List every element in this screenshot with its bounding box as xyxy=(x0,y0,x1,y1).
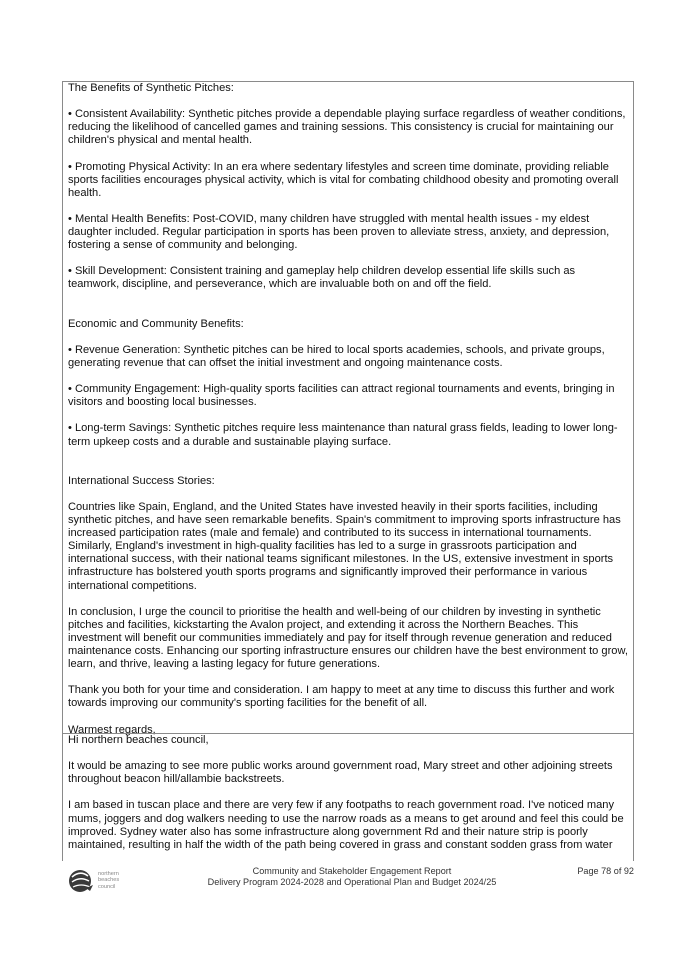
submission-cell-synthetic-pitches xyxy=(62,81,634,734)
benefit-item: • Promoting Physical Activity: In an era where sedentary lifestyles and screen time dominate, providing reliable sports facilities encourages physical activity, which is vital for combating childhood obesity and promoting overall health. xyxy=(68,160,619,199)
economic-item: • Community Engagement: High-quality sports facilities can attract regional tournaments and events, bringing in visitors and boosting local businesses. xyxy=(68,383,615,409)
heading-benefits: The Benefits of Synthetic Pitches: xyxy=(68,82,234,94)
submission-cell-public-works xyxy=(62,733,634,861)
heading-economic: Economic and Community Benefits: xyxy=(68,317,244,330)
page-footer xyxy=(62,866,634,900)
heading-international: International Success Stories: xyxy=(68,474,215,487)
report-title-block xyxy=(182,866,522,888)
benefit-item: • Mental Health Benefits: Post-COVID, many children have struggled with mental health issues - my eldest daughter included. Regular participation in sports has been proven to alleviate stress, anxiety, and depression, fostering a sense of community and belonging. xyxy=(68,212,610,252)
report-subtitle: Delivery Program 2024-2028 and Operational Plan and Budget 2024/25 xyxy=(207,877,497,887)
footpaths-paragraph: I am based in tuscan place and there are very few if any footpaths to reach government road. I've noticed many mums, joggers and dog walkers needing to use the narrow roads as a means to get around and feel this could be improved. Sydney water also has some infrastructure along government Rd and their nature strip is poorly maintained, resulting in half the width of the path being covered in grass and constant sodden grass from water xyxy=(68,799,624,851)
logo-wordmark: northern beaches council xyxy=(98,871,120,890)
page-number: Page 78 of 92 xyxy=(577,866,634,876)
thanks-paragraph: Thank you both for your time and consideration. I am happy to meet at any time to discuss this further and work towards improving our community's sporting facilities for the benefit of all. xyxy=(68,684,615,710)
greeting: Hi northern beaches council, xyxy=(68,734,209,746)
benefit-item: • Skill Development: Consistent training and gameplay help children develop essential life skills such as teamwork, discipline, and perseverance, which are invaluable both on and off the field. xyxy=(68,265,576,291)
signoff: Warmest regards, xyxy=(68,723,156,736)
benefit-item: • Consistent Availability: Synthetic pitches provide a dependable playing surface regardless of weather conditions, reducing the likelihood of cancelled games and training sessions. This consistency is crucial for maintaining our children's physical and mental health. xyxy=(68,108,626,147)
economic-item: • Long-term Savings: Synthetic pitches require less maintenance than natural grass fields, leading to lower long-term upkeep costs and a durable and sustainable playing surface. xyxy=(68,422,618,448)
conclusion-paragraph: In conclusion, I urge the council to prioritise the health and well-being of our children by investing in synthetic pitches and facilities, kickstarting the Avalon project, and extending it across the Northern Beaches. This investment will benefit our communities immediately and pay for itself through revenue generation and reduced maintenance costs. Enhancing our sporting infrastructure ensures our children have the best environment to grow, learn, and thrive, leaving a lasting legacy for future generations. xyxy=(68,605,628,671)
council-logo xyxy=(68,868,128,898)
international-paragraph: Countries like Spain, England, and the United States have invested heavily in their sports facilities, including synthetic pitches, and have seen remarkable benefits. Spain's commitment to improving sports infrastructure has increased participation rates (male and female) and contributed to its success in international tournaments. Similarly, England's investment in high-quality facilities has led to a surge in grassroots participation and international success, with their national teams significant milestones. In the US, extensive investment in sports infrastructure has bolstered youth sports programs and significantly improved their performance in various international competitions. xyxy=(68,501,621,592)
council-logo-icon xyxy=(68,868,94,894)
economic-item: • Revenue Generation: Synthetic pitches can be hired to local sports academies, schools, and private groups, generating revenue that can offset the initial investment and ongoing maintenance costs. xyxy=(68,343,605,369)
report-title: Community and Stakeholder Engagement Report xyxy=(252,866,452,876)
public-works-paragraph: It would be amazing to see more public works around government road, Mary street and other adjoining streets throughout beacon hill/allambie backstreets. xyxy=(68,760,613,786)
